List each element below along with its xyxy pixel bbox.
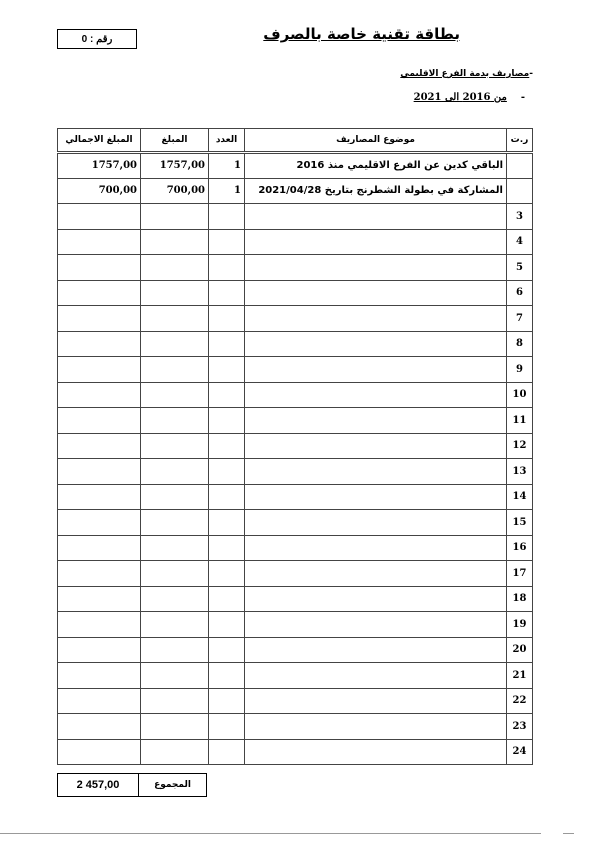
cell-total	[58, 535, 141, 561]
table-row	[58, 663, 533, 689]
cell-total	[58, 714, 141, 740]
cell-amount	[141, 408, 209, 434]
cell-subject	[245, 535, 507, 561]
cell-total	[58, 688, 141, 714]
cell-amount	[141, 229, 209, 255]
table-row	[58, 306, 533, 332]
page-title: بطاقة تقنية خاصة بالصرف	[263, 25, 460, 43]
cell-subject	[245, 433, 507, 459]
cell-total	[58, 484, 141, 510]
table-row	[58, 484, 533, 510]
cell-count	[209, 306, 245, 332]
table-row	[58, 408, 533, 434]
table-row	[58, 280, 533, 306]
cell-amount	[141, 382, 209, 408]
cell-total: 700,00	[58, 178, 141, 204]
cell-total	[58, 663, 141, 689]
cell-subject: المشاركة في بطولة الشطرنج بتاريخ 2021/04/28	[245, 178, 507, 204]
cell-amount	[141, 663, 209, 689]
cell-index: 15	[507, 510, 533, 536]
cell-count	[209, 204, 245, 230]
cell-total	[58, 280, 141, 306]
cell-subject	[245, 204, 507, 230]
cell-amount	[141, 306, 209, 332]
cell-index: 9	[507, 357, 533, 383]
cell-amount: 700,00	[141, 178, 209, 204]
cell-subject	[245, 688, 507, 714]
cell-subject	[245, 459, 507, 485]
cell-index: 10	[507, 382, 533, 408]
cell-amount	[141, 255, 209, 281]
cell-index: 11	[507, 408, 533, 434]
table-row	[58, 561, 533, 587]
cell-amount	[141, 484, 209, 510]
cell-subject	[245, 357, 507, 383]
cell-subject	[245, 739, 507, 765]
table-row	[58, 688, 533, 714]
header-amount: المبلغ	[141, 129, 209, 153]
cell-subject	[245, 663, 507, 689]
cell-amount	[141, 510, 209, 536]
cell-count	[209, 229, 245, 255]
cell-count	[209, 663, 245, 689]
cell-subject	[245, 561, 507, 587]
cell-total	[58, 382, 141, 408]
cell-index: 16	[507, 535, 533, 561]
cell-index: 12	[507, 433, 533, 459]
cell-count	[209, 357, 245, 383]
cell-index	[507, 153, 533, 179]
cell-total	[58, 459, 141, 485]
cell-index: 5	[507, 255, 533, 281]
cell-subject	[245, 331, 507, 357]
table-row	[58, 459, 533, 485]
cell-count	[209, 433, 245, 459]
cell-index: 7	[507, 306, 533, 332]
table-row	[58, 510, 533, 536]
cell-total	[58, 255, 141, 281]
table-row	[58, 153, 533, 179]
cell-subject: الباقي كدين عن الفرع الاقليمي منذ 2016	[245, 153, 507, 179]
cell-count	[209, 535, 245, 561]
cell-count	[209, 612, 245, 638]
cell-subject	[245, 714, 507, 740]
cell-index: 22	[507, 688, 533, 714]
cell-amount	[141, 357, 209, 383]
table-row	[58, 714, 533, 740]
table-row	[58, 229, 533, 255]
cell-total	[58, 204, 141, 230]
cell-total	[58, 586, 141, 612]
cell-index: 19	[507, 612, 533, 638]
table-row	[58, 739, 533, 765]
cell-total: 1757,00	[58, 153, 141, 179]
period-dash: -	[520, 92, 525, 103]
cell-count: 1	[209, 153, 245, 179]
cell-amount	[141, 459, 209, 485]
cell-count	[209, 484, 245, 510]
cell-total	[58, 637, 141, 663]
cell-count	[209, 255, 245, 281]
cell-subject	[245, 408, 507, 434]
footer-dash	[563, 833, 574, 834]
cell-index: 14	[507, 484, 533, 510]
cell-index: 20	[507, 637, 533, 663]
table-row	[58, 204, 533, 230]
cell-total	[58, 510, 141, 536]
cell-count	[209, 561, 245, 587]
expenses-table	[57, 128, 533, 765]
cell-total	[58, 357, 141, 383]
cell-amount	[141, 204, 209, 230]
table-row	[58, 637, 533, 663]
cell-total	[58, 229, 141, 255]
cell-index: 18	[507, 586, 533, 612]
cell-total	[58, 331, 141, 357]
header-index: ر.ت	[507, 129, 533, 153]
header-count: العدد	[209, 129, 245, 153]
cell-total	[58, 433, 141, 459]
footer-divider	[0, 833, 541, 834]
period-text: من 2016 الى 2021	[413, 92, 507, 103]
cell-subject	[245, 586, 507, 612]
cell-index: 23	[507, 714, 533, 740]
cell-index: 4	[507, 229, 533, 255]
cell-count	[209, 586, 245, 612]
cell-count	[209, 331, 245, 357]
cell-subject	[245, 382, 507, 408]
cell-amount	[141, 612, 209, 638]
header-subject: موضوع المصاريف	[245, 129, 507, 153]
cell-amount	[141, 331, 209, 357]
cell-subject	[245, 510, 507, 536]
cell-subject	[245, 637, 507, 663]
table-row	[58, 178, 533, 204]
cell-count	[209, 459, 245, 485]
table-row	[58, 535, 533, 561]
cell-count	[209, 280, 245, 306]
cell-count	[209, 739, 245, 765]
cell-count	[209, 637, 245, 663]
total-box	[57, 773, 207, 797]
cell-count	[209, 408, 245, 434]
cell-total	[58, 306, 141, 332]
cell-index: 17	[507, 561, 533, 587]
period-subtitle	[414, 92, 525, 103]
cell-amount	[141, 535, 209, 561]
total-label: المجموع	[139, 773, 207, 797]
cell-total	[58, 739, 141, 765]
cell-total	[58, 612, 141, 638]
cell-amount: 1757,00	[141, 153, 209, 179]
cell-count	[209, 382, 245, 408]
table-row	[58, 357, 533, 383]
table-row	[58, 612, 533, 638]
cell-amount	[141, 433, 209, 459]
document-number: رقم : 0	[57, 29, 137, 49]
cell-amount	[141, 714, 209, 740]
cell-index: 21	[507, 663, 533, 689]
cell-count	[209, 688, 245, 714]
cell-index	[507, 178, 533, 204]
cell-amount	[141, 688, 209, 714]
table-row	[58, 331, 533, 357]
cell-subject	[245, 280, 507, 306]
expenses-text: مصاريف بدمة الفرع الاقليمي	[400, 69, 530, 79]
table-row	[58, 382, 533, 408]
expenses-subtitle	[400, 69, 533, 79]
cell-subject	[245, 306, 507, 332]
cell-index: 24	[507, 739, 533, 765]
cell-subject	[245, 612, 507, 638]
cell-amount	[141, 280, 209, 306]
cell-subject	[245, 255, 507, 281]
cell-index: 13	[507, 459, 533, 485]
cell-total	[58, 561, 141, 587]
header-total: المبلغ الاجمالي	[58, 129, 141, 153]
cell-index: 8	[507, 331, 533, 357]
cell-amount	[141, 739, 209, 765]
cell-amount	[141, 586, 209, 612]
table-row	[58, 255, 533, 281]
cell-count	[209, 510, 245, 536]
expenses-prefix: -	[529, 69, 533, 79]
table-row	[58, 433, 533, 459]
cell-total	[58, 408, 141, 434]
cell-subject	[245, 484, 507, 510]
table-header-row	[58, 129, 533, 153]
cell-amount	[141, 637, 209, 663]
cell-subject	[245, 229, 507, 255]
cell-index: 6	[507, 280, 533, 306]
cell-index: 3	[507, 204, 533, 230]
cell-count	[209, 714, 245, 740]
cell-amount	[141, 561, 209, 587]
cell-count: 1	[209, 178, 245, 204]
table-row	[58, 586, 533, 612]
total-value: 2 457,00	[57, 773, 139, 797]
